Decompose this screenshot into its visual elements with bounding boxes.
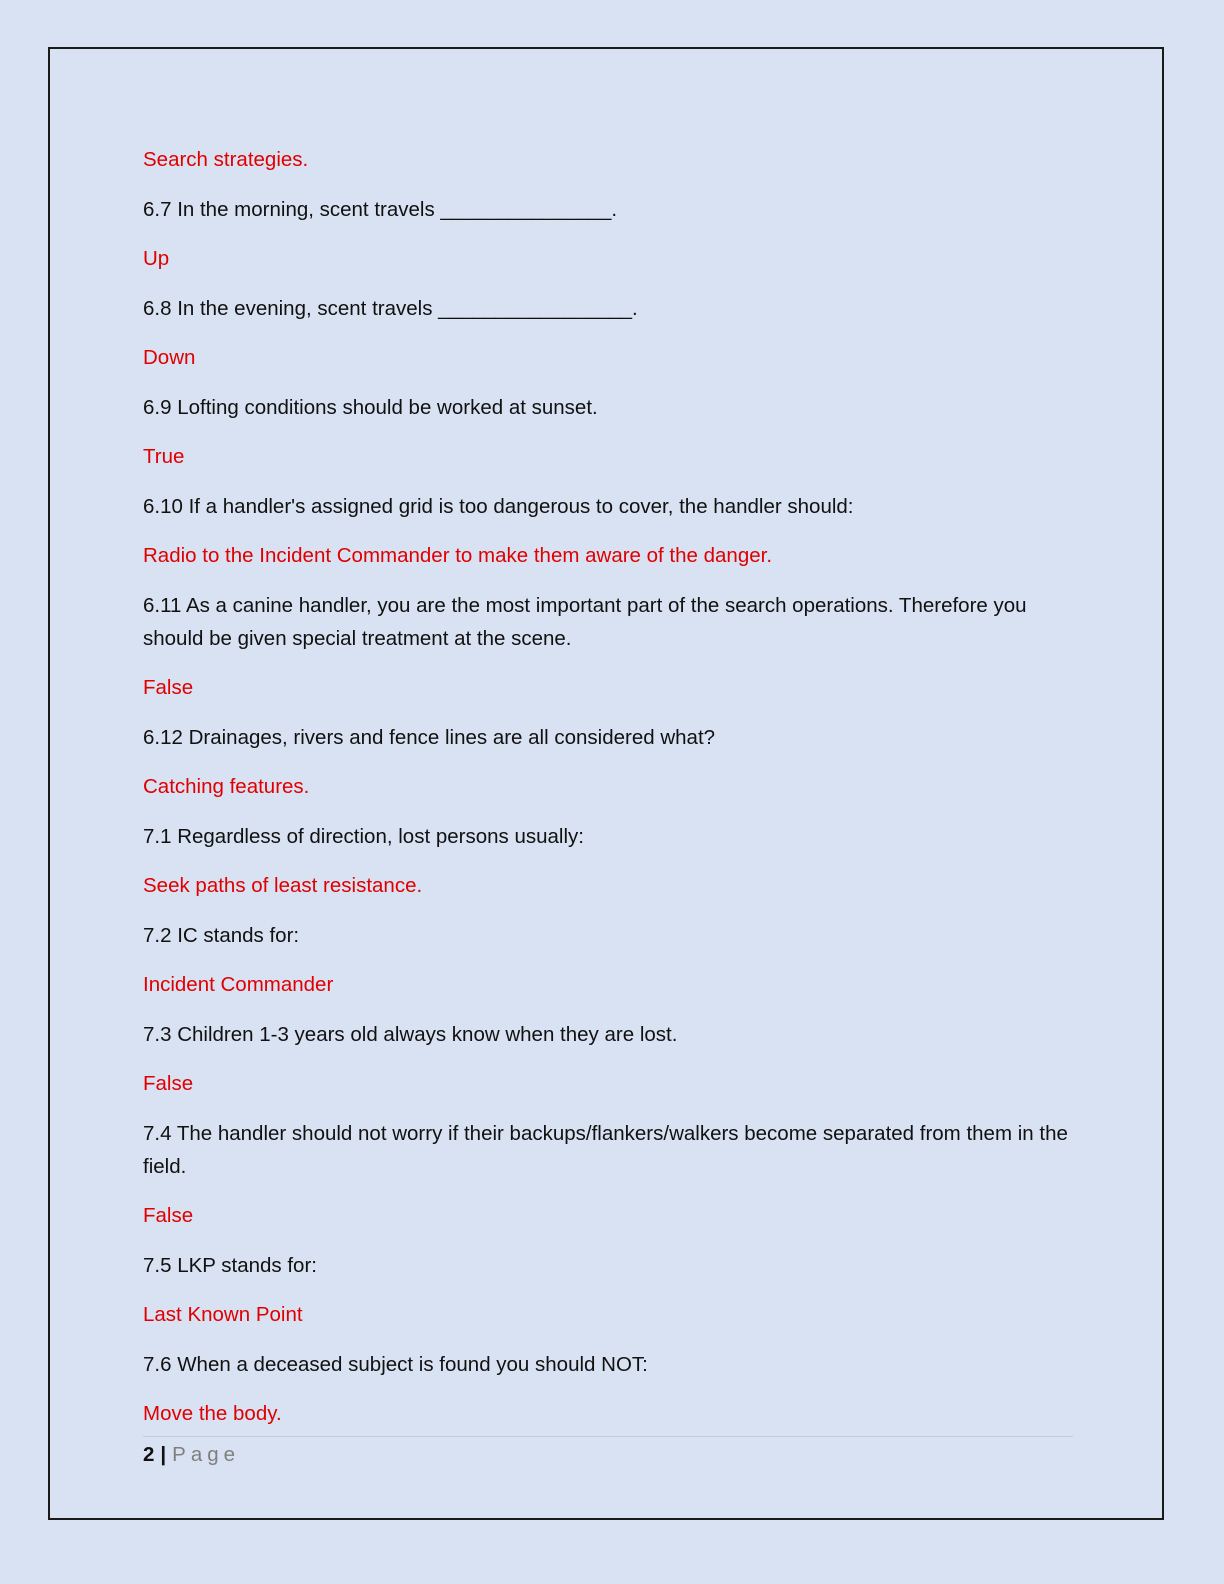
answer-line: Catching features.: [143, 775, 310, 798]
answer-line: Incident Commander: [143, 973, 334, 996]
footer-separator: |: [160, 1443, 167, 1466]
question-line: 7.4 The handler should not worry if their backups/flankers/walkers become separated from them in the field.: [143, 1121, 1074, 1178]
question-line: 6.8 In the evening, scent travels _________________.: [143, 296, 638, 320]
page-footer: [143, 1436, 1073, 1469]
question-line: 6.9 Lofting conditions should be worked at sunset.: [143, 395, 598, 419]
answer-line: Seek paths of least resistance.: [143, 874, 423, 897]
question-line: 6.11 As a canine handler, you are the most important part of the search operations. Therefore you should be given special treatment at the scene.: [143, 593, 1033, 650]
question-line: 7.5 LKP stands for:: [143, 1253, 317, 1277]
question-line: 7.3 Children 1-3 years old always know when they are lost.: [143, 1022, 678, 1046]
question-line: 7.2 IC stands for:: [143, 923, 300, 947]
page-number: 2: [143, 1443, 155, 1466]
question-line: 7.6 When a deceased subject is found you should NOT:: [143, 1352, 648, 1376]
page-label: Page: [172, 1443, 241, 1466]
answer-line: Radio to the Incident Commander to make them aware of the danger.: [143, 544, 773, 567]
answer-line: Last Known Point: [143, 1303, 303, 1326]
question-line: 7.1 Regardless of direction, lost persons usually:: [143, 824, 584, 848]
answer-line: False: [143, 1072, 194, 1095]
answer-line: Down: [143, 346, 196, 369]
answer-line: Up: [143, 247, 170, 270]
answer-line: False: [143, 1204, 194, 1227]
question-line: 6.7 In the morning, scent travels _______________.: [143, 197, 618, 221]
answer-line: Search strategies.: [143, 148, 309, 171]
question-line: 6.12 Drainages, rivers and fence lines are all considered what?: [143, 725, 716, 749]
document-body: [143, 143, 1073, 1447]
question-line: 6.10 If a handler's assigned grid is too dangerous to cover, the handler should:: [143, 494, 854, 518]
answer-line: True: [143, 445, 185, 468]
answer-line: Move the body.: [143, 1402, 282, 1425]
answer-line: False: [143, 676, 194, 699]
